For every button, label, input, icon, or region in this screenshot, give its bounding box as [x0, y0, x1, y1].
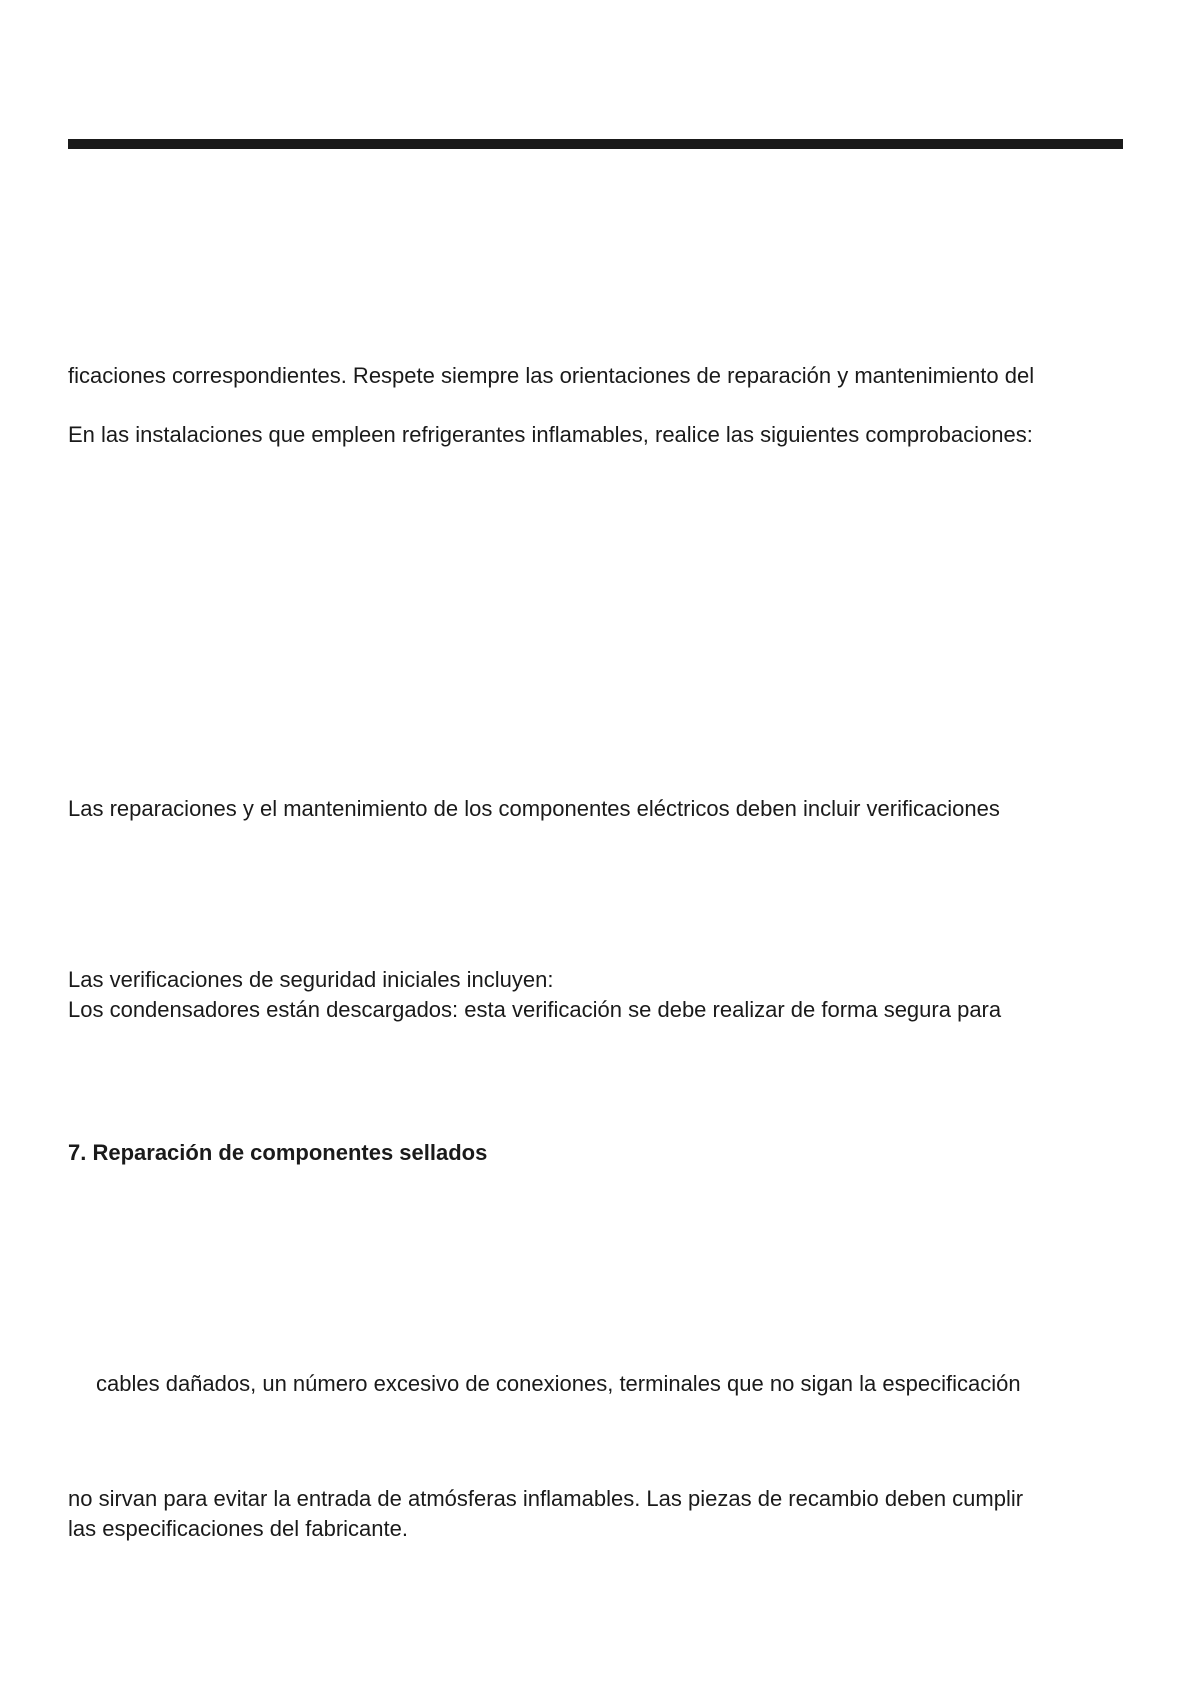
header-rule	[68, 139, 1123, 149]
text-line: Las reparaciones y el mantenimiento de los componentes eléctricos deben incluir verificaciones	[68, 796, 1000, 821]
text-line: ficaciones correspondientes. Respete siempre las orientaciones de reparación y mantenimiento del	[68, 363, 1035, 388]
section-heading: 7. Reparación de componentes sellados	[68, 1140, 488, 1165]
text-line: En las instalaciones que empleen refrigerantes inflamables, realice las siguientes comprobaciones:	[68, 422, 1033, 447]
text-line: cables dañados, un número excesivo de conexiones, terminales que no sigan la especificación	[96, 1371, 1021, 1396]
text-line: Los condensadores están descargados: esta verificación se debe realizar de forma segura para	[68, 997, 1002, 1022]
text-line: Las verificaciones de seguridad iniciales incluyen:	[68, 967, 554, 992]
text-line: las especificaciones del fabricante.	[68, 1516, 408, 1541]
text-line: no sirvan para evitar la entrada de atmósferas inflamables. Las piezas de recambio deben cumplir	[68, 1486, 1024, 1511]
